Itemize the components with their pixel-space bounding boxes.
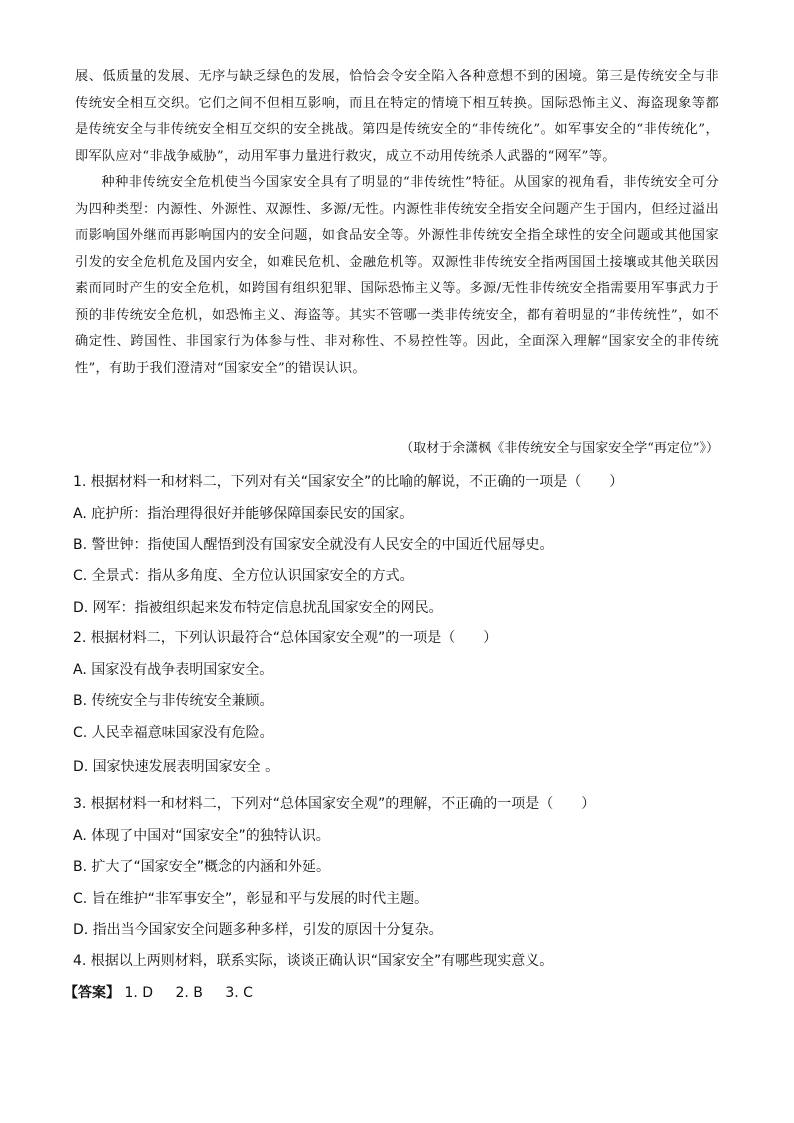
question-1-option-d: D. 网军：指被组织起来发布特定信息扰乱国家安全的网民。	[73, 600, 443, 616]
question-3-option-a: A. 体现了中国对“国家安全”的独特认识。	[73, 828, 330, 844]
passage-paragraph-1: 展、低质量的发展、无序与缺乏绿色的发展，恰恰会令安全陷入各种意想不到的困境。第三是传统安全与非传统安全相互交织。它们之间不但相互影响，而且在特定的情境下相互转换。国际恐怖主义、海盗现象等都是传统安全与非传统安全相互交织的安全挑战。第四是传统安全的“非传统化”。如军事安全的“非传统化”，即军队应对“非战争威胁”，动用军事力量进行救灾，成立不动用传统杀人武器的“网军”等。	[75, 69, 719, 164]
question-3-option-d: D. 指出当今国家安全问题多种多样，引发的原因十分复杂。	[73, 922, 443, 938]
question-3-option-c: C. 旨在维护“非军事安全”，彰显和平与发展的时代主题。	[73, 891, 429, 907]
question-2-option-d: D. 国家快速发展表明国家安全 。	[73, 759, 280, 775]
question-1-option-a: A. 庇护所：指治理得很好并能够保障国泰民安的国家。	[73, 506, 414, 522]
question-3: 3. 根据材料一和材料二，下列对“总体国家安全观”的理解，不正确的一项是（ ）	[73, 796, 596, 812]
passage-paragraph-2: 种种非传统安全危机使当今国家安全具有了明显的“非传统性”特征。从国家的视角看，非传统安全可分为四种类型：内源性、外源性、双源性、多源/无性。内源性非传统安全指安全问题产生于国内，但经过溢出而影响国外继而再影响国内的安全问题，如食品安全等。外源性非传统安全指全球性的安全问题或其他国家引发的安全危机危及国内安全，如难民危机、金融危机等。双源性非传统安全指两国国土接壤或其他关联因素而同时产生的安全危机，如跨国有组织犯罪、国际恐怖主义等。多源/无性非传统安全指需要用军事武力于预的非传统安全危机，如恐怖主义、海盗等。其实不管哪一类非传统安全，都有着明显的“非传统性”，如不确定性、跨国性、非国家行为体参与性、非对称性、不易控性等。因此，全面深入理解“国家安全的非传统性”，有助于我们澄清对“国家安全”的错误认识。	[75, 175, 719, 376]
answer-3: 3. C	[225, 985, 253, 1001]
question-4: 4. 根据以上两则材料，联系实际，谈谈正确认识“国家安全”有哪些现实意义。	[73, 953, 554, 969]
answer-1: 1. D	[124, 985, 154, 1001]
answer-key	[64, 982, 271, 1002]
answer-tag: 【答案】	[64, 985, 120, 1001]
question-3-option-b: B. 扩大了“国家安全”概念的内涵和外延。	[73, 859, 331, 875]
question-2: 2. 根据材料二，下列认识最符合“总体国家安全观”的一项是（ ）	[73, 630, 498, 646]
reading-passage	[75, 64, 719, 382]
question-2-option-a: A. 国家没有战争表明国家安全。	[73, 662, 274, 678]
passage-source: （取材于余潇枫《非传统安全与国家安全学“再定位”》）	[400, 441, 719, 456]
question-2-option-b: B. 传统安全与非传统安全兼顾。	[73, 693, 274, 709]
answer-2: 2. B	[175, 985, 203, 1001]
question-1-option-c: C. 全景式：指从多角度、全方位认识国家安全的方式。	[73, 568, 414, 584]
question-2-option-c: C. 人民幸福意味国家没有危险。	[73, 725, 274, 741]
question-1-option-b: B. 警世钟：指使国人醒悟到没有国家安全就没有人民安全的中国近代屈辱史。	[73, 537, 554, 553]
question-1: 1. 根据材料一和材料二，下列对有关“国家安全”的比喻的解说，不正确的一项是（ ）	[73, 474, 624, 490]
